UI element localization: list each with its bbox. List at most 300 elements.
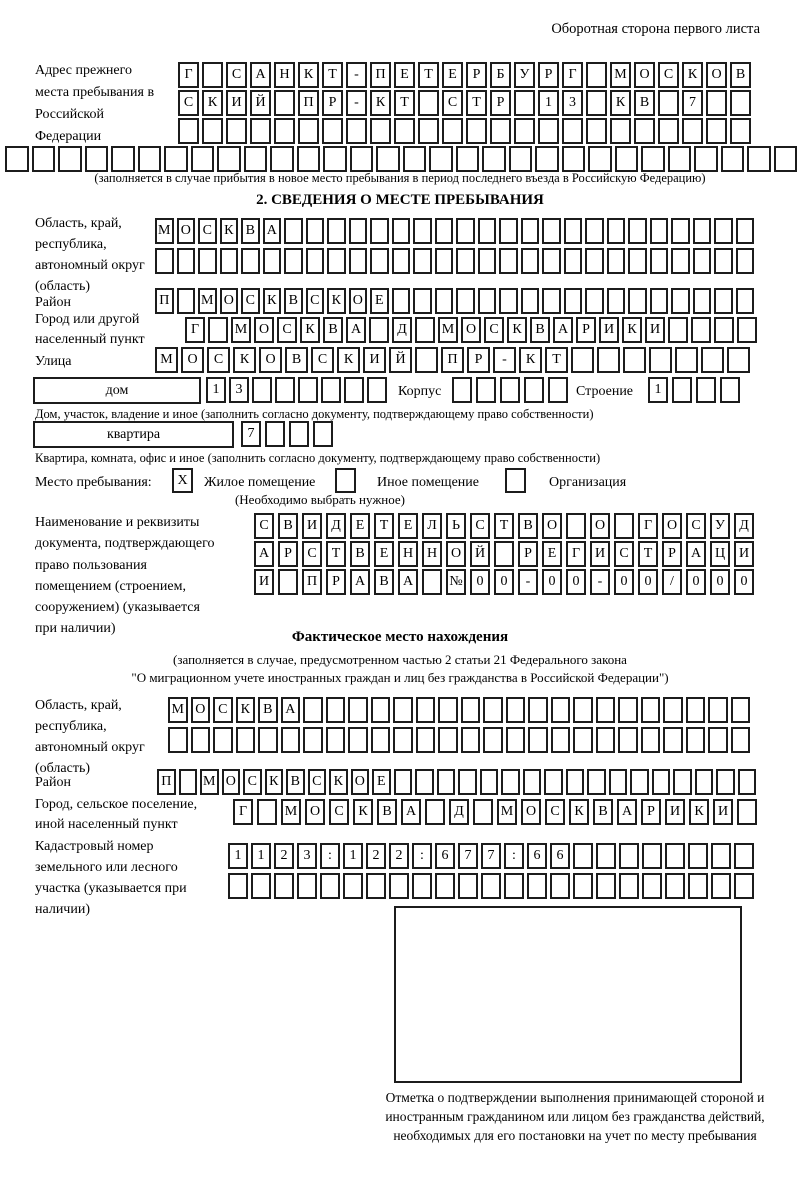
char-box[interactable]: С: [226, 62, 247, 88]
char-box[interactable]: [693, 288, 712, 314]
char-box[interactable]: К: [300, 317, 320, 343]
char-box[interactable]: К: [337, 347, 360, 373]
char-box[interactable]: [585, 288, 604, 314]
checkbox-inoe[interactable]: [335, 468, 356, 493]
char-box[interactable]: В: [258, 697, 278, 723]
char-box[interactable]: [663, 697, 683, 723]
char-box[interactable]: [456, 218, 475, 244]
char-box[interactable]: [642, 873, 662, 899]
char-box[interactable]: [111, 146, 135, 172]
char-box[interactable]: К: [236, 697, 256, 723]
char-box[interactable]: [274, 118, 295, 144]
char-box[interactable]: [349, 218, 368, 244]
char-box[interactable]: О: [177, 218, 196, 244]
char-box[interactable]: №: [446, 569, 466, 595]
char-box[interactable]: [499, 248, 518, 274]
char-box[interactable]: С: [614, 541, 634, 567]
char-box[interactable]: [628, 218, 647, 244]
char-box[interactable]: [614, 513, 634, 539]
char-box[interactable]: Р: [490, 90, 511, 116]
char-box[interactable]: -: [493, 347, 516, 373]
char-box[interactable]: [585, 248, 604, 274]
char-box[interactable]: [327, 248, 346, 274]
char-box[interactable]: [535, 146, 559, 172]
char-box[interactable]: [736, 218, 755, 244]
char-box[interactable]: [168, 727, 188, 753]
char-box[interactable]: И: [302, 513, 322, 539]
char-box[interactable]: [695, 769, 714, 795]
char-box[interactable]: А: [281, 697, 301, 723]
char-box[interactable]: [476, 377, 496, 403]
char-box[interactable]: [289, 421, 309, 447]
char-box[interactable]: [349, 248, 368, 274]
char-box[interactable]: [376, 146, 400, 172]
char-box[interactable]: Р: [518, 541, 538, 567]
char-box[interactable]: [642, 843, 662, 869]
char-box[interactable]: [609, 769, 628, 795]
char-box[interactable]: [720, 377, 740, 403]
char-box[interactable]: В: [286, 769, 305, 795]
char-box[interactable]: [415, 769, 434, 795]
char-box[interactable]: [473, 799, 493, 825]
char-box[interactable]: [456, 288, 475, 314]
char-box[interactable]: Р: [641, 799, 661, 825]
char-box[interactable]: Е: [394, 62, 415, 88]
char-box[interactable]: С: [686, 513, 706, 539]
char-box[interactable]: [538, 118, 559, 144]
char-box[interactable]: [501, 769, 520, 795]
char-box[interactable]: :: [412, 843, 432, 869]
char-box[interactable]: [588, 146, 612, 172]
char-box[interactable]: -: [346, 90, 367, 116]
char-box[interactable]: В: [285, 347, 308, 373]
char-box[interactable]: [456, 248, 475, 274]
char-box[interactable]: 2: [366, 843, 386, 869]
char-box[interactable]: 1: [206, 377, 226, 403]
char-box[interactable]: [706, 90, 727, 116]
char-box[interactable]: [250, 118, 271, 144]
char-box[interactable]: 1: [343, 843, 363, 869]
char-box[interactable]: [586, 118, 607, 144]
char-box[interactable]: [551, 727, 571, 753]
char-box[interactable]: [615, 146, 639, 172]
char-box[interactable]: [326, 697, 346, 723]
char-box[interactable]: [542, 248, 561, 274]
char-box[interactable]: И: [363, 347, 386, 373]
char-box[interactable]: [438, 697, 458, 723]
char-box[interactable]: [628, 288, 647, 314]
char-box[interactable]: [228, 873, 248, 899]
char-box[interactable]: [731, 697, 751, 723]
char-box[interactable]: 1: [228, 843, 248, 869]
char-box[interactable]: /: [662, 569, 682, 595]
char-box[interactable]: П: [298, 90, 319, 116]
char-box[interactable]: [413, 248, 432, 274]
char-box[interactable]: 3: [562, 90, 583, 116]
char-box[interactable]: Т: [466, 90, 487, 116]
char-box[interactable]: [418, 118, 439, 144]
char-box[interactable]: [641, 697, 661, 723]
char-box[interactable]: [551, 697, 571, 723]
char-box[interactable]: [714, 248, 733, 274]
char-box[interactable]: :: [504, 843, 524, 869]
char-box[interactable]: [480, 769, 499, 795]
char-box[interactable]: О: [461, 317, 481, 343]
char-box[interactable]: [597, 347, 620, 373]
char-box[interactable]: В: [350, 541, 370, 567]
char-box[interactable]: Г: [185, 317, 205, 343]
char-box[interactable]: Н: [422, 541, 442, 567]
char-box[interactable]: [701, 347, 724, 373]
char-box[interactable]: П: [302, 569, 322, 595]
char-box[interactable]: [275, 377, 295, 403]
char-box[interactable]: [191, 146, 215, 172]
char-box[interactable]: [322, 118, 343, 144]
char-box[interactable]: Т: [322, 62, 343, 88]
char-box[interactable]: К: [689, 799, 709, 825]
char-box[interactable]: Р: [278, 541, 298, 567]
char-box[interactable]: И: [645, 317, 665, 343]
char-box[interactable]: Д: [734, 513, 754, 539]
char-box[interactable]: -: [518, 569, 538, 595]
char-box[interactable]: [348, 727, 368, 753]
char-box[interactable]: [665, 843, 685, 869]
char-box[interactable]: В: [593, 799, 613, 825]
char-box[interactable]: Л: [422, 513, 442, 539]
char-box[interactable]: С: [243, 769, 262, 795]
char-box[interactable]: [323, 146, 347, 172]
char-box[interactable]: С: [213, 697, 233, 723]
char-box[interactable]: [528, 727, 548, 753]
char-box[interactable]: [528, 697, 548, 723]
char-box[interactable]: [370, 218, 389, 244]
char-box[interactable]: [596, 843, 616, 869]
char-box[interactable]: О: [590, 513, 610, 539]
char-box[interactable]: Т: [545, 347, 568, 373]
char-box[interactable]: [213, 727, 233, 753]
char-box[interactable]: К: [682, 62, 703, 88]
char-box[interactable]: [514, 118, 535, 144]
char-box[interactable]: [327, 218, 346, 244]
char-box[interactable]: К: [263, 288, 282, 314]
char-box[interactable]: О: [634, 62, 655, 88]
char-box[interactable]: 0: [734, 569, 754, 595]
char-box[interactable]: [418, 90, 439, 116]
char-box[interactable]: П: [370, 62, 391, 88]
char-box[interactable]: [32, 146, 56, 172]
char-box[interactable]: [586, 90, 607, 116]
char-box[interactable]: 0: [566, 569, 586, 595]
char-box[interactable]: М: [168, 697, 188, 723]
char-box[interactable]: [278, 569, 298, 595]
char-box[interactable]: [573, 873, 593, 899]
char-box[interactable]: М: [281, 799, 301, 825]
char-box[interactable]: В: [730, 62, 751, 88]
char-box[interactable]: [596, 697, 616, 723]
char-box[interactable]: Т: [638, 541, 658, 567]
char-box[interactable]: [619, 843, 639, 869]
char-box[interactable]: [297, 146, 321, 172]
char-box[interactable]: В: [284, 288, 303, 314]
char-box[interactable]: [691, 317, 711, 343]
char-box[interactable]: У: [710, 513, 730, 539]
char-box[interactable]: [298, 118, 319, 144]
char-box[interactable]: О: [446, 541, 466, 567]
char-box[interactable]: [257, 799, 277, 825]
char-box[interactable]: [587, 769, 606, 795]
char-box[interactable]: [737, 799, 757, 825]
char-box[interactable]: [483, 727, 503, 753]
char-box[interactable]: [610, 118, 631, 144]
char-box[interactable]: [650, 218, 669, 244]
char-box[interactable]: О: [351, 769, 370, 795]
char-box[interactable]: К: [370, 90, 391, 116]
char-box[interactable]: [686, 727, 706, 753]
char-box[interactable]: [550, 873, 570, 899]
char-box[interactable]: [226, 118, 247, 144]
char-box[interactable]: [628, 248, 647, 274]
char-box[interactable]: [320, 873, 340, 899]
char-box[interactable]: [155, 248, 174, 274]
char-box[interactable]: 0: [710, 569, 730, 595]
char-box[interactable]: [586, 62, 607, 88]
char-box[interactable]: [727, 347, 750, 373]
char-box[interactable]: [521, 248, 540, 274]
char-box[interactable]: [721, 146, 745, 172]
char-box[interactable]: [220, 248, 239, 274]
char-box[interactable]: А: [401, 799, 421, 825]
char-box[interactable]: [191, 727, 211, 753]
char-box[interactable]: [217, 146, 241, 172]
char-box[interactable]: [394, 769, 413, 795]
char-box[interactable]: [466, 118, 487, 144]
char-box[interactable]: М: [231, 317, 251, 343]
char-box[interactable]: О: [191, 697, 211, 723]
char-box[interactable]: О: [349, 288, 368, 314]
char-box[interactable]: [394, 118, 415, 144]
char-box[interactable]: П: [441, 347, 464, 373]
char-box[interactable]: Т: [494, 513, 514, 539]
char-box[interactable]: 2: [389, 843, 409, 869]
char-box[interactable]: [270, 146, 294, 172]
char-box[interactable]: [416, 727, 436, 753]
dom-field[interactable]: дом: [33, 377, 201, 404]
char-box[interactable]: 0: [686, 569, 706, 595]
char-box[interactable]: [478, 248, 497, 274]
char-box[interactable]: [251, 873, 271, 899]
char-box[interactable]: М: [200, 769, 219, 795]
char-box[interactable]: [523, 769, 542, 795]
char-box[interactable]: Е: [542, 541, 562, 567]
char-box[interactable]: Н: [398, 541, 418, 567]
char-box[interactable]: [514, 90, 535, 116]
char-box[interactable]: [688, 843, 708, 869]
char-box[interactable]: [306, 248, 325, 274]
char-box[interactable]: О: [542, 513, 562, 539]
char-box[interactable]: [671, 218, 690, 244]
char-box[interactable]: [671, 248, 690, 274]
char-box[interactable]: [415, 347, 438, 373]
char-box[interactable]: [694, 146, 718, 172]
char-box[interactable]: [346, 118, 367, 144]
char-box[interactable]: :: [320, 843, 340, 869]
char-box[interactable]: [371, 727, 391, 753]
char-box[interactable]: 7: [481, 843, 501, 869]
char-box[interactable]: [521, 288, 540, 314]
char-box[interactable]: П: [155, 288, 174, 314]
char-box[interactable]: [478, 288, 497, 314]
char-box[interactable]: С: [207, 347, 230, 373]
char-box[interactable]: [241, 248, 260, 274]
char-box[interactable]: М: [198, 288, 217, 314]
char-box[interactable]: [442, 118, 463, 144]
char-box[interactable]: Р: [467, 347, 490, 373]
char-box[interactable]: [265, 421, 285, 447]
char-box[interactable]: А: [617, 799, 637, 825]
checkbox-zhiloe[interactable]: X: [172, 468, 193, 493]
char-box[interactable]: [437, 769, 456, 795]
char-box[interactable]: Р: [326, 569, 346, 595]
char-box[interactable]: В: [518, 513, 538, 539]
char-box[interactable]: [504, 873, 524, 899]
char-box[interactable]: [596, 873, 616, 899]
char-box[interactable]: 0: [542, 569, 562, 595]
char-box[interactable]: [737, 317, 757, 343]
char-box[interactable]: [350, 146, 374, 172]
char-box[interactable]: А: [254, 541, 274, 567]
char-box[interactable]: [370, 248, 389, 274]
char-box[interactable]: Б: [490, 62, 511, 88]
char-box[interactable]: С: [178, 90, 199, 116]
char-box[interactable]: Е: [398, 513, 418, 539]
char-box[interactable]: М: [497, 799, 517, 825]
char-box[interactable]: Т: [394, 90, 415, 116]
char-box[interactable]: [177, 248, 196, 274]
char-box[interactable]: [524, 377, 544, 403]
char-box[interactable]: С: [658, 62, 679, 88]
char-box[interactable]: И: [665, 799, 685, 825]
char-box[interactable]: 3: [229, 377, 249, 403]
char-box[interactable]: 7: [241, 421, 261, 447]
char-box[interactable]: [693, 248, 712, 274]
char-box[interactable]: [435, 288, 454, 314]
char-box[interactable]: [506, 727, 526, 753]
char-box[interactable]: [482, 146, 506, 172]
char-box[interactable]: К: [353, 799, 373, 825]
char-box[interactable]: К: [202, 90, 223, 116]
char-box[interactable]: [618, 697, 638, 723]
char-box[interactable]: С: [470, 513, 490, 539]
char-box[interactable]: В: [323, 317, 343, 343]
char-box[interactable]: [313, 421, 333, 447]
char-box[interactable]: [663, 727, 683, 753]
char-box[interactable]: [284, 218, 303, 244]
char-box[interactable]: Е: [442, 62, 463, 88]
char-box[interactable]: [672, 377, 692, 403]
char-box[interactable]: 2: [274, 843, 294, 869]
char-box[interactable]: [343, 873, 363, 899]
char-box[interactable]: [714, 218, 733, 244]
char-box[interactable]: [202, 62, 223, 88]
char-box[interactable]: [682, 118, 703, 144]
char-box[interactable]: [435, 248, 454, 274]
char-box[interactable]: Е: [350, 513, 370, 539]
char-box[interactable]: [634, 118, 655, 144]
char-box[interactable]: [244, 146, 268, 172]
char-box[interactable]: [412, 873, 432, 899]
char-box[interactable]: [326, 727, 346, 753]
char-box[interactable]: 7: [682, 90, 703, 116]
char-box[interactable]: [509, 146, 533, 172]
char-box[interactable]: [258, 727, 278, 753]
char-box[interactable]: М: [610, 62, 631, 88]
char-box[interactable]: [208, 317, 228, 343]
char-box[interactable]: [138, 146, 162, 172]
char-box[interactable]: [571, 347, 594, 373]
char-box[interactable]: С: [302, 541, 322, 567]
char-box[interactable]: Т: [326, 541, 346, 567]
char-box[interactable]: [344, 377, 364, 403]
char-box[interactable]: [708, 727, 728, 753]
char-box[interactable]: [274, 873, 294, 899]
char-box[interactable]: С: [311, 347, 334, 373]
char-box[interactable]: О: [222, 769, 241, 795]
char-box[interactable]: [370, 118, 391, 144]
char-box[interactable]: А: [398, 569, 418, 595]
char-box[interactable]: Д: [326, 513, 346, 539]
char-box[interactable]: Ц: [710, 541, 730, 567]
char-box[interactable]: К: [519, 347, 542, 373]
char-box[interactable]: А: [350, 569, 370, 595]
char-box[interactable]: Г: [178, 62, 199, 88]
char-box[interactable]: [303, 697, 323, 723]
char-box[interactable]: К: [298, 62, 319, 88]
char-box[interactable]: [478, 218, 497, 244]
char-box[interactable]: К: [622, 317, 642, 343]
char-box[interactable]: Е: [374, 541, 394, 567]
char-box[interactable]: -: [346, 62, 367, 88]
char-box[interactable]: В: [377, 799, 397, 825]
char-box[interactable]: 0: [638, 569, 658, 595]
char-box[interactable]: [456, 146, 480, 172]
char-box[interactable]: [716, 769, 735, 795]
char-box[interactable]: [686, 697, 706, 723]
char-box[interactable]: [708, 697, 728, 723]
char-box[interactable]: Т: [418, 62, 439, 88]
char-box[interactable]: [369, 317, 389, 343]
char-box[interactable]: У: [514, 62, 535, 88]
char-box[interactable]: [481, 873, 501, 899]
char-box[interactable]: [641, 146, 665, 172]
char-box[interactable]: [630, 769, 649, 795]
char-box[interactable]: [675, 347, 698, 373]
char-box[interactable]: [618, 727, 638, 753]
char-box[interactable]: [668, 146, 692, 172]
char-box[interactable]: С: [545, 799, 565, 825]
char-box[interactable]: С: [306, 288, 325, 314]
char-box[interactable]: Д: [392, 317, 412, 343]
char-box[interactable]: [494, 541, 514, 567]
char-box[interactable]: [274, 90, 295, 116]
char-box[interactable]: 6: [527, 843, 547, 869]
char-box[interactable]: Г: [566, 541, 586, 567]
char-box[interactable]: [738, 769, 757, 795]
char-box[interactable]: Е: [372, 769, 391, 795]
char-box[interactable]: И: [734, 541, 754, 567]
char-box[interactable]: О: [706, 62, 727, 88]
char-box[interactable]: М: [438, 317, 458, 343]
char-box[interactable]: [774, 146, 798, 172]
